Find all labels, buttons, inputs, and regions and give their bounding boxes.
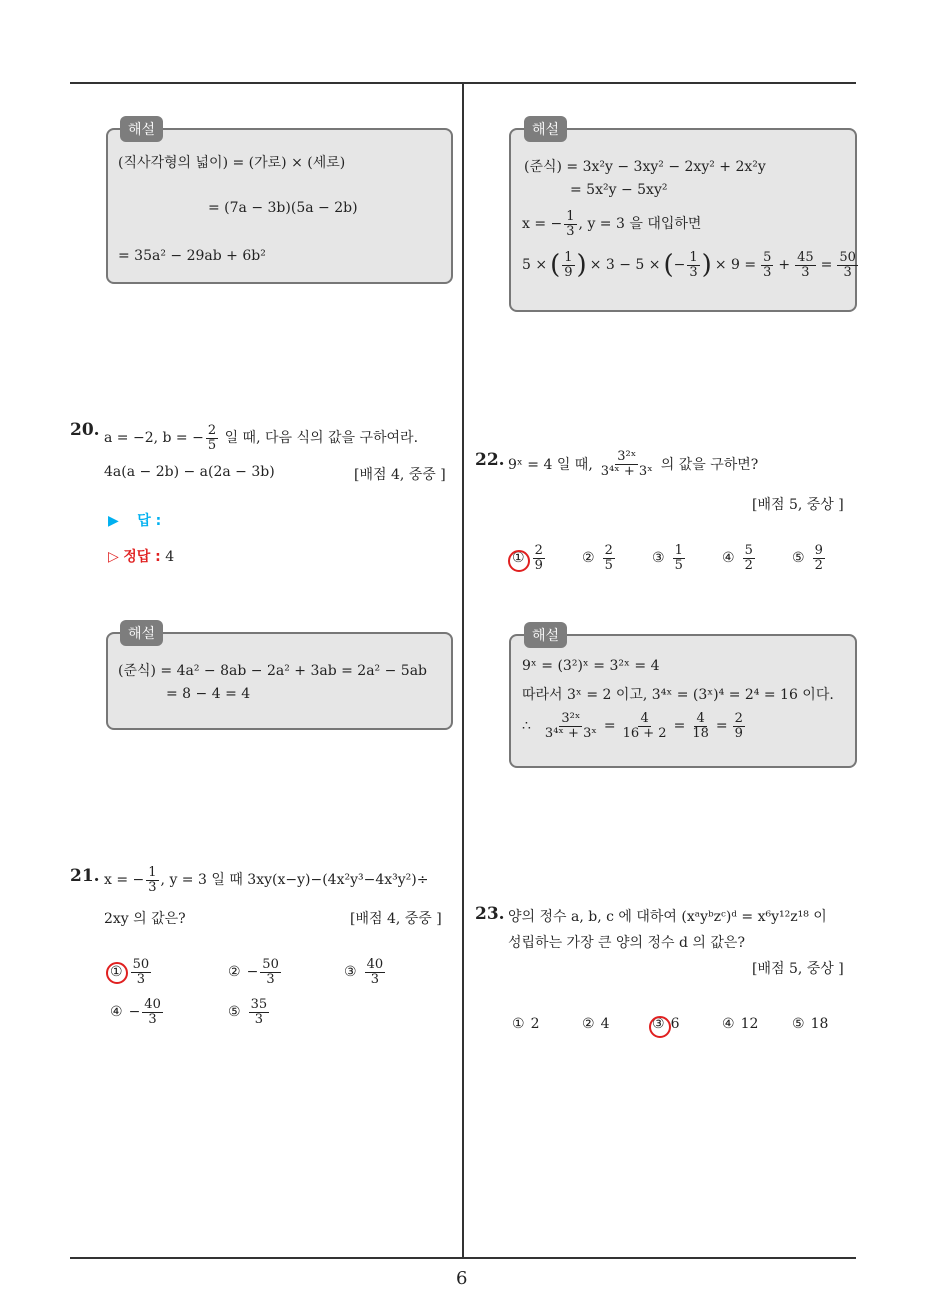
question-23-grade: [배점 5, 중상 ]	[752, 961, 844, 977]
solution-19-line-2: = (7a − 3b)(5a − 2b)	[208, 200, 358, 216]
q20-cond-tail: 일 때, 다음 식의 값을 구하여라.	[224, 430, 419, 447]
q23-choice-1[interactable]: ① 2	[512, 1016, 540, 1032]
q21-text: , y = 3 일 때 3xy(x−y)−(4x²y³−4x³y²)÷	[160, 872, 429, 889]
question-21-line-2: 2xy 의 값은?	[104, 911, 186, 927]
question-20-answer	[108, 510, 161, 530]
q20-cond-fraction: $\frac{2}{5}$	[207, 423, 217, 453]
solution-rt-line-3: x = − $\frac{1}{3}$ , y = 3 을 대입하면	[522, 209, 702, 239]
q23-choice-3[interactable]: ③ 6	[652, 1016, 680, 1032]
solution-22-line-2: 따라서 3ˣ = 2 이고, 3⁴ˣ = (3ˣ)⁴ = 2⁴ = 16 이다.	[522, 687, 834, 703]
answer-label: 답 :	[137, 513, 162, 529]
correct-label: 정답 :	[123, 549, 161, 565]
q21-choice-5[interactable]: ⑤ $\frac{35}{3}$	[228, 997, 268, 1027]
solution-20-line-1: (준식) = 4a² − 8ab − 2a² + 3ab = 2a² − 5ab	[118, 663, 428, 679]
correct-arrow-icon: ▷	[108, 549, 119, 565]
question-21-grade: [배점 4, 중중 ]	[350, 911, 442, 927]
question-23-line-2: 성립하는 가장 큰 양의 정수 d 의 값은?	[508, 935, 745, 951]
selected-answer-circle	[649, 1016, 671, 1038]
q22-choice-1[interactable]: ① $\frac{2}{9}$	[512, 543, 543, 573]
q21-pre: x = −	[104, 872, 145, 889]
question-22-number: 22.	[475, 450, 505, 470]
q22-choice-2[interactable]: ② $\frac{2}{5}$	[582, 543, 613, 573]
solution-tag: 해설	[120, 116, 163, 142]
selected-answer-circle	[508, 550, 530, 572]
question-22-grade: [배점 5, 중상 ]	[752, 497, 844, 513]
page-number: 6	[456, 1268, 468, 1289]
question-21-text	[104, 866, 428, 894]
q22-choice-5[interactable]: ⑤ $\frac{9}{2}$	[792, 543, 823, 573]
question-21-number: 21.	[70, 866, 100, 886]
solution-20-line-2: = 8 − 4 = 4	[166, 686, 251, 702]
q22-choice-4[interactable]: ④ $\frac{5}{2}$	[722, 543, 753, 573]
solution-22-line-3: ∴ $\frac{\text{3²ˣ}}{\text{3⁴ˣ + 3ˣ}}$ = $\frac{4}{16 + 2}$ = $\frac{4}{18}$ = $\frac{2}{9}$	[522, 711, 743, 741]
question-20-number: 20.	[70, 420, 100, 440]
solution-19-line-3: = 35a² − 29ab + 6b²	[118, 248, 266, 264]
q21-choice-4[interactable]: ④ − $\frac{40}{3}$	[110, 997, 161, 1027]
q21-fraction: $\frac{1}{3}$	[148, 865, 157, 895]
q21-choice-3[interactable]: ③ $\frac{40}{3}$	[344, 957, 384, 987]
solution-19-line-1: (직사각형의 넓이) = (가로) × (세로)	[118, 155, 346, 171]
question-20-expression: 4a(a − 2b) − a(2a − 3b)	[104, 464, 275, 480]
solution-rt-line-1: (준식) = 3x²y − 3xy² − 2xy² + 2x²y	[524, 159, 766, 175]
q23-choice-4[interactable]: ④ 12	[722, 1016, 759, 1032]
q22-choice-3[interactable]: ③ $\frac{1}{5}$	[652, 543, 683, 573]
question-20-correct-answer	[108, 546, 174, 566]
question-22-text: 9ˣ = 4 일 때, $\frac{\text{3²ˣ}}{\text{3⁴ˣ + 3ˣ}}$ 의 값을 구하면?	[508, 449, 759, 479]
solution-22-line-1: 9ˣ = (3²)ˣ = 3²ˣ = 4	[522, 658, 660, 674]
q23-choice-2[interactable]: ② 4	[582, 1016, 610, 1032]
question-23-number: 23.	[475, 904, 505, 924]
solution-tag: 해설	[120, 620, 163, 646]
solution-tag: 해설	[524, 116, 567, 142]
question-23-line-1: 양의 정수 a, b, c 에 대하여 (xᵃyᵇzᶜ)ᵈ = x⁶y¹²z¹⁸ 이	[508, 909, 827, 925]
q20-cond-text: a = −2, b = −	[104, 430, 204, 447]
bottom-rule	[70, 1257, 856, 1259]
correct-value: 4	[165, 549, 175, 565]
column-divider	[462, 84, 464, 1258]
q23-choice-5[interactable]: ⑤ 18	[792, 1016, 829, 1032]
solution-box-20	[106, 632, 453, 730]
solution-rt-line-4: 5 × ( $\frac{1}{9}$ ) × 3 − 5 × ( − $\frac{1}{3}$ ) × 9 = $\frac{5}{3}$ + $\frac{45}{3}$ = $\frac{50}{3}$	[522, 249, 856, 280]
answer-arrow-icon: ▶	[108, 513, 119, 529]
selected-answer-circle	[106, 962, 128, 984]
q21-choice-2[interactable]: ② − $\frac{50}{3}$	[228, 957, 279, 987]
question-20-grade: [배점 4, 중중 ]	[354, 467, 446, 483]
solution-tag: 해설	[524, 622, 567, 648]
question-20-condition	[104, 424, 418, 452]
q21-choice-1[interactable]: ① $\frac{50}{3}$	[110, 957, 150, 987]
solution-rt-line-2: = 5x²y − 5xy²	[570, 182, 668, 198]
